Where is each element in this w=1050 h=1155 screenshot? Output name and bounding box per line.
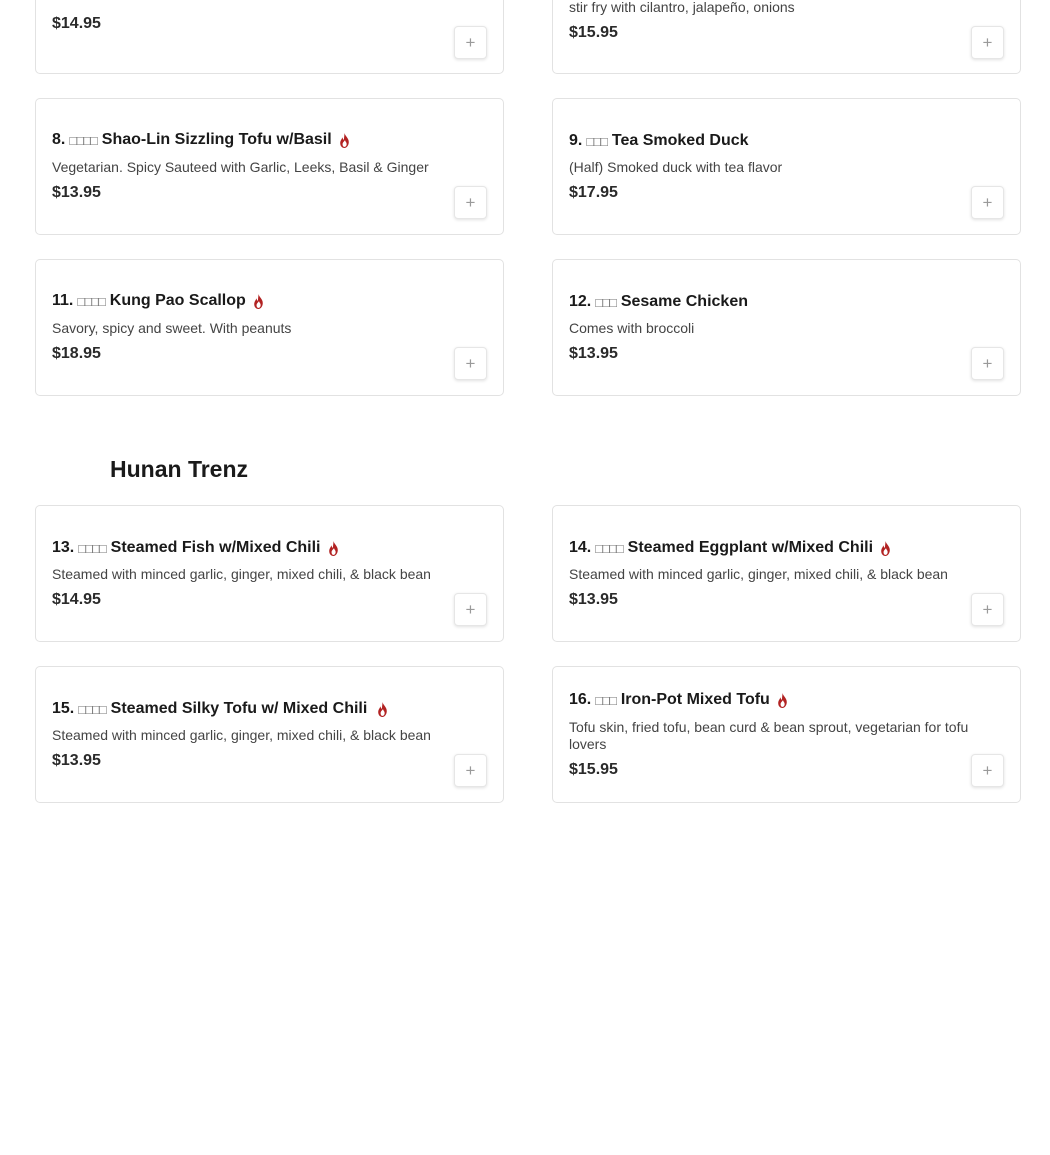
plus-icon: + — [465, 354, 476, 373]
plus-icon: + — [982, 193, 993, 212]
item-description: stir fry with cilantro, jalapeño, onions — [569, 0, 795, 15]
item-title — [52, 539, 340, 557]
plus-icon: + — [465, 33, 476, 52]
item-chinese-name: □□□ — [595, 692, 616, 708]
section-title: Hunan Trenz — [110, 456, 249, 482]
item-price: $17.95 — [569, 184, 618, 201]
item-description: Savory, spicy and sweet. With peanuts — [52, 320, 292, 336]
add-to-cart-button[interactable] — [971, 593, 1004, 626]
item-name: Iron-Pot Mixed Tofu — [620, 691, 770, 708]
flame-icon — [879, 541, 892, 556]
item-chinese-name: □□□ — [595, 294, 616, 310]
menu-item-card[interactable] — [35, 259, 504, 396]
item-price: $15.95 — [569, 24, 618, 41]
menu-item-card[interactable] — [552, 666, 1021, 803]
item-number: 15. — [52, 700, 75, 717]
add-to-cart-button[interactable] — [454, 754, 487, 787]
item-title — [52, 292, 265, 310]
menu-item-card[interactable] — [35, 666, 504, 803]
item-price: $13.95 — [52, 184, 101, 201]
add-to-cart-button[interactable] — [971, 26, 1004, 59]
menu-item-card[interactable] — [552, 98, 1021, 235]
item-price: $13.95 — [569, 591, 618, 608]
item-name: Shao-Lin Sizzling Tofu w/Basil — [101, 131, 332, 148]
item-chinese-name: □□□□ — [69, 132, 97, 148]
item-description: Tofu skin, fried tofu, bean curd & bean sprout, vegetarian for tofu lovers — [569, 719, 969, 752]
menu-item-card[interactable] — [552, 259, 1021, 396]
item-number: 11. — [52, 292, 74, 309]
item-chinese-name: □□□□ — [595, 540, 623, 556]
plus-icon: + — [982, 761, 993, 780]
item-description: (Half) Smoked duck with tea flavor — [569, 159, 783, 175]
flame-icon — [776, 693, 789, 708]
menu-item-card[interactable] — [35, 505, 504, 642]
item-price: $14.95 — [52, 591, 101, 608]
plus-icon: + — [465, 600, 476, 619]
add-to-cart-button[interactable] — [454, 186, 487, 219]
item-price: $15.95 — [569, 761, 618, 778]
item-chinese-name: □□□ — [586, 133, 607, 149]
plus-icon: + — [465, 761, 476, 780]
item-name: Tea Smoked Duck — [611, 132, 749, 149]
flame-icon — [338, 133, 351, 148]
item-name: Kung Pao Scallop — [109, 292, 246, 309]
item-number: 13. — [52, 539, 75, 556]
plus-icon: + — [982, 600, 993, 619]
plus-icon: + — [982, 33, 993, 52]
item-name: Steamed Eggplant w/Mixed Chili — [627, 539, 874, 556]
menu-item-card[interactable] — [35, 98, 504, 235]
item-price: $18.95 — [52, 345, 101, 362]
item-title — [569, 293, 748, 311]
menu-item-card[interactable] — [552, 505, 1021, 642]
add-to-cart-button[interactable] — [971, 347, 1004, 380]
item-number: 8. — [52, 131, 66, 148]
add-to-cart-button[interactable] — [454, 347, 487, 380]
item-price: $13.95 — [569, 345, 618, 362]
item-description: Comes with broccoli — [569, 320, 695, 336]
item-chinese-name: □□□□ — [78, 701, 106, 717]
menu-item-card[interactable] — [35, 0, 504, 74]
add-to-cart-button[interactable] — [971, 186, 1004, 219]
item-description: Vegetarian. Spicy Sauteed with Garlic, Leeks, Basil & Ginger — [52, 159, 429, 175]
item-name: Steamed Silky Tofu w/ Mixed Chili — [110, 700, 368, 717]
item-number: 14. — [569, 539, 592, 556]
item-title — [52, 131, 351, 149]
item-title — [569, 691, 789, 709]
plus-icon: + — [465, 193, 476, 212]
item-description: Steamed with minced garlic, ginger, mixed chili, & black bean — [569, 566, 948, 582]
add-to-cart-button[interactable] — [454, 593, 487, 626]
flame-icon — [376, 702, 389, 717]
item-title — [569, 539, 892, 557]
item-description: Steamed with minced garlic, ginger, mixed chili, & black bean — [52, 727, 431, 743]
item-number: 9. — [569, 132, 583, 149]
item-description: Steamed with minced garlic, ginger, mixed chili, & black bean — [52, 566, 431, 582]
flame-icon — [327, 541, 340, 556]
item-name: Steamed Fish w/Mixed Chili — [110, 539, 321, 556]
item-price: $14.95 — [52, 15, 101, 32]
menu-item-card[interactable] — [552, 0, 1021, 74]
plus-icon: + — [982, 354, 993, 373]
item-chinese-name: □□□□ — [77, 293, 105, 309]
flame-icon — [252, 294, 265, 309]
item-name: Sesame Chicken — [620, 293, 748, 310]
add-to-cart-button[interactable] — [454, 26, 487, 59]
item-title — [569, 132, 749, 150]
item-title — [52, 700, 389, 718]
item-number: 16. — [569, 691, 592, 708]
item-number: 12. — [569, 293, 592, 310]
item-price: $13.95 — [52, 752, 101, 769]
item-chinese-name: □□□□ — [78, 540, 106, 556]
add-to-cart-button[interactable] — [971, 754, 1004, 787]
